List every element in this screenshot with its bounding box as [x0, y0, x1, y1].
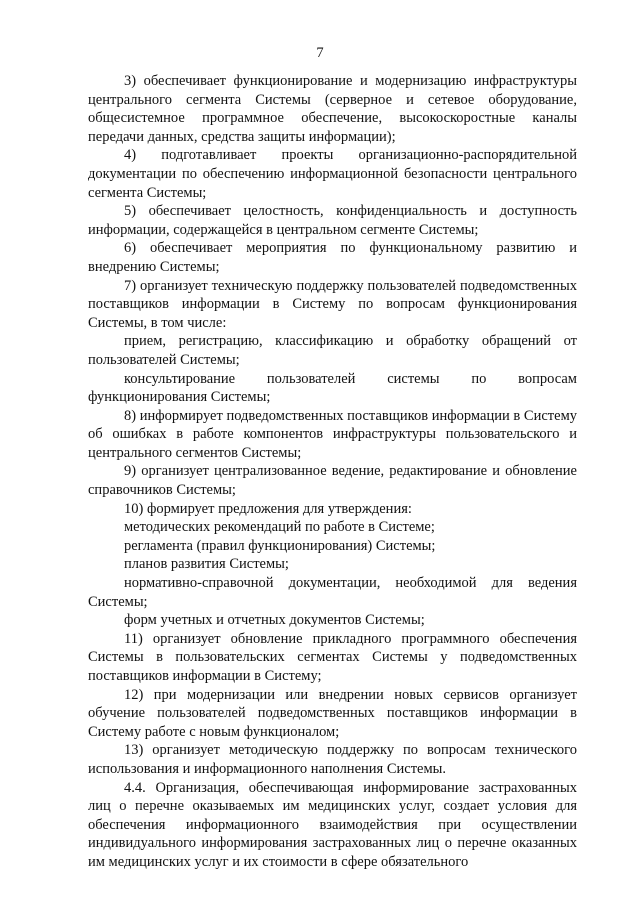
- paragraph: 12) при модернизации или внедрении новых сервисов организует обучение пользователей подведомственных поставщиков информации в Систему работе с новым функционалом;: [88, 686, 577, 740]
- paragraph: 7) организует техническую поддержку пользователей подведомственных поставщиков информации в Систему по вопросам функционирования Системы, в том числе:: [88, 277, 577, 331]
- paragraph: 5) обеспечивает целостность, конфиденциальность и доступность информации, содержащейся в центральном сегменте Системы;: [88, 203, 577, 238]
- paragraph: 4) подготавливает проекты организационно-распорядительной документации по обеспечению информационной безопасности центрального сегмента Системы;: [88, 147, 577, 201]
- paragraph: 11) организует обновление прикладного программного обеспечения Системы в пользовательских сегментах Системы у подведомственных поставщиков информации в Систему;: [88, 630, 577, 684]
- paragraph: 3) обеспечивает функционирование и модернизацию инфраструктуры центрального сегмента Системы (серверное и сетевое оборудование, общесистемное программное обеспечение, высокоскоростные каналы передачи данных, средства защиты информации);: [88, 73, 577, 145]
- paragraph: 9) организует централизованное ведение, редактирование и обновление справочников Системы;: [88, 463, 577, 499]
- paragraph: 10) формирует предложения для утверждения:: [124, 500, 412, 517]
- paragraph: 13) организует методическую поддержку по вопросам технического использования и информационного наполнения Системы.: [88, 742, 577, 777]
- paragraph: методических рекомендаций по работе в Системе;: [124, 519, 435, 536]
- paragraph: прием, регистрацию, классификацию и обработку обращений от пользователей Системы;: [88, 333, 577, 368]
- paragraph: форм учетных и отчетных документов Системы;: [124, 612, 425, 629]
- document-body: [88, 72, 577, 872]
- page-number: 7: [316, 45, 324, 61]
- paragraph: планов развития Системы;: [124, 556, 289, 573]
- paragraph: 8) информирует подведомственных поставщиков информации в Систему об ошибках в работе компонентов инфраструктуры пользовательского и центрального сегментов Системы;: [88, 407, 577, 461]
- paragraph: регламента (правил функционирования) Системы;: [124, 537, 436, 554]
- paragraph: 6) обеспечивает мероприятия по функциональному развитию и внедрению Системы;: [88, 240, 577, 275]
- paragraph: 4.4. Организация, обеспечивающая информирование застрахованных лиц о перечне оказываемых им медицинских услуг, создает условия для обеспечения информационного взаимодействия при осуществлении индивидуального информирования застрахованных лиц о перечне оказанных им медицинских услуг и их стоимости в сфере обязательного: [88, 779, 577, 870]
- paragraph: консультирование пользователей системы по вопросам функционирования Системы;: [88, 370, 577, 406]
- paragraph: нормативно-справочной документации, необходимой для ведения Системы;: [88, 575, 577, 610]
